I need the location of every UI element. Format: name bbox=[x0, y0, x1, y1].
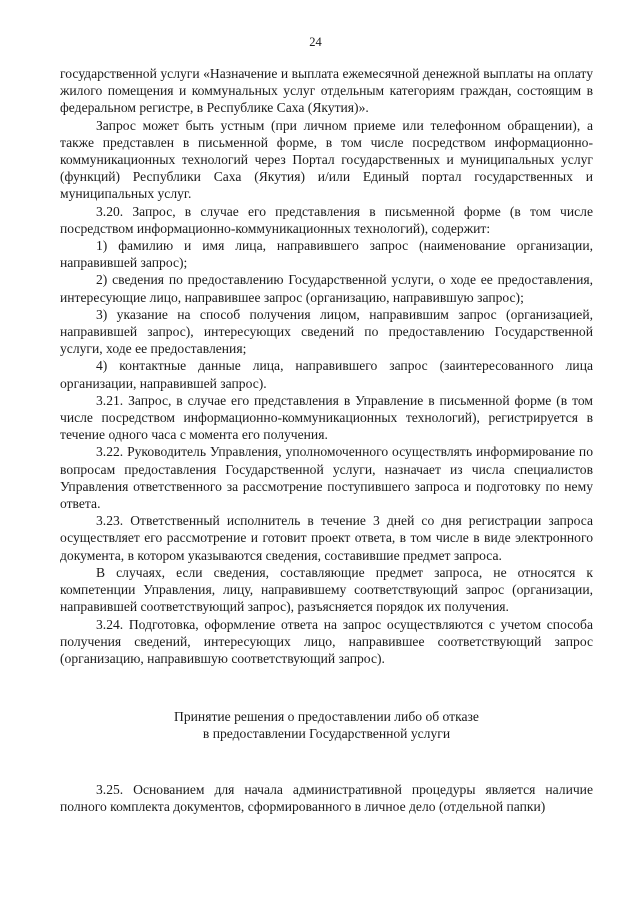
list-item: 1) фамилию и имя лица, направившего запрос (наименование организации, направившей запрос); bbox=[60, 238, 593, 271]
page-body bbox=[60, 65, 593, 815]
section-heading-line-2: в предоставлении Государственной услуги bbox=[202, 726, 451, 742]
section-heading bbox=[60, 708, 593, 742]
list-item: 2) сведения по предоставлению Государственной услуги, о ходе ее предоставления, интересующие лицо, направившее запрос (организацию, направившую запрос); bbox=[60, 272, 593, 305]
paragraph: 3.24. Подготовка, оформление ответа на запрос осуществляются с учетом способа получения сведений, интересующих лицо, направившее соответствующий запрос (организацию, направившую соответствующий запрос). bbox=[60, 616, 593, 666]
paragraph: Запрос может быть устным (при личном приеме или телефонном обращении), а также представлен в письменной форме, в том числе посредством информационно-коммуникационных технологий через Портал государственных и муниципальных услуг (функций) Республики Саха (Якутия) и/или Единый портал государственных и муниципальных услуг. bbox=[60, 117, 593, 202]
page-number: 24 bbox=[309, 35, 322, 49]
list-item: 3) указание на способ получения лицом, направившим запрос (организацией, направившей запрос), интересующих сведений по предоставлению Государственной услуги, ходе ее предоставления; bbox=[60, 306, 593, 357]
paragraph: 3.22. Руководитель Управления, уполномоченного осуществлять информирование по вопросам предоставления Государственной услуги, назначает из числа специалистов Управления ответственного за рассмотрение поступившего запроса и подготовку по нему ответа. bbox=[60, 444, 593, 512]
section-heading-line-1: Принятие решения о предоставлении либо об отказе bbox=[174, 709, 479, 725]
paragraph: 3.21. Запрос, в случае его представления в Управление в письменной форме (в том числе посредством информационно-коммуникационных технологий), регистрируется в течение одного часа с момента его получения. bbox=[60, 392, 593, 443]
paragraph: В случаях, если сведения, составляющие предмет запроса, не относятся к компетенции Управления, лицу, направившему соответствующий запрос (организации, направившей соответствующий запрос), разъясняется порядок их получения. bbox=[60, 564, 593, 615]
paragraph: 3.20. Запрос, в случае его представления в письменной форме (в том числе посредством информационно-коммуникационных технологий), содержит: bbox=[60, 203, 593, 236]
paragraph: 3.23. Ответственный исполнитель в течение 3 дней со дня регистрации запроса осуществляет его рассмотрение и готовит проект ответа, в том числе в виде электронного документа, в котором указываются сведения, составившие предмет запроса. bbox=[60, 513, 593, 563]
paragraph: 3.25. Основанием для начала административной процедуры является наличие полного комплекта документов, сформированного в личное дело (отдельной папки) bbox=[60, 781, 593, 814]
paragraph: государственной услуги «Назначение и выплата ежемесячной денежной выплаты на оплату жилого помещения и коммунальных услуг отдельным категориям граждан, состоящим в федеральном регистре, в Республике Саха (Якутия)». bbox=[60, 66, 593, 116]
list-item: 4) контактные данные лица, направившего запрос (заинтересованного лица организации, направившей запрос). bbox=[60, 358, 593, 391]
